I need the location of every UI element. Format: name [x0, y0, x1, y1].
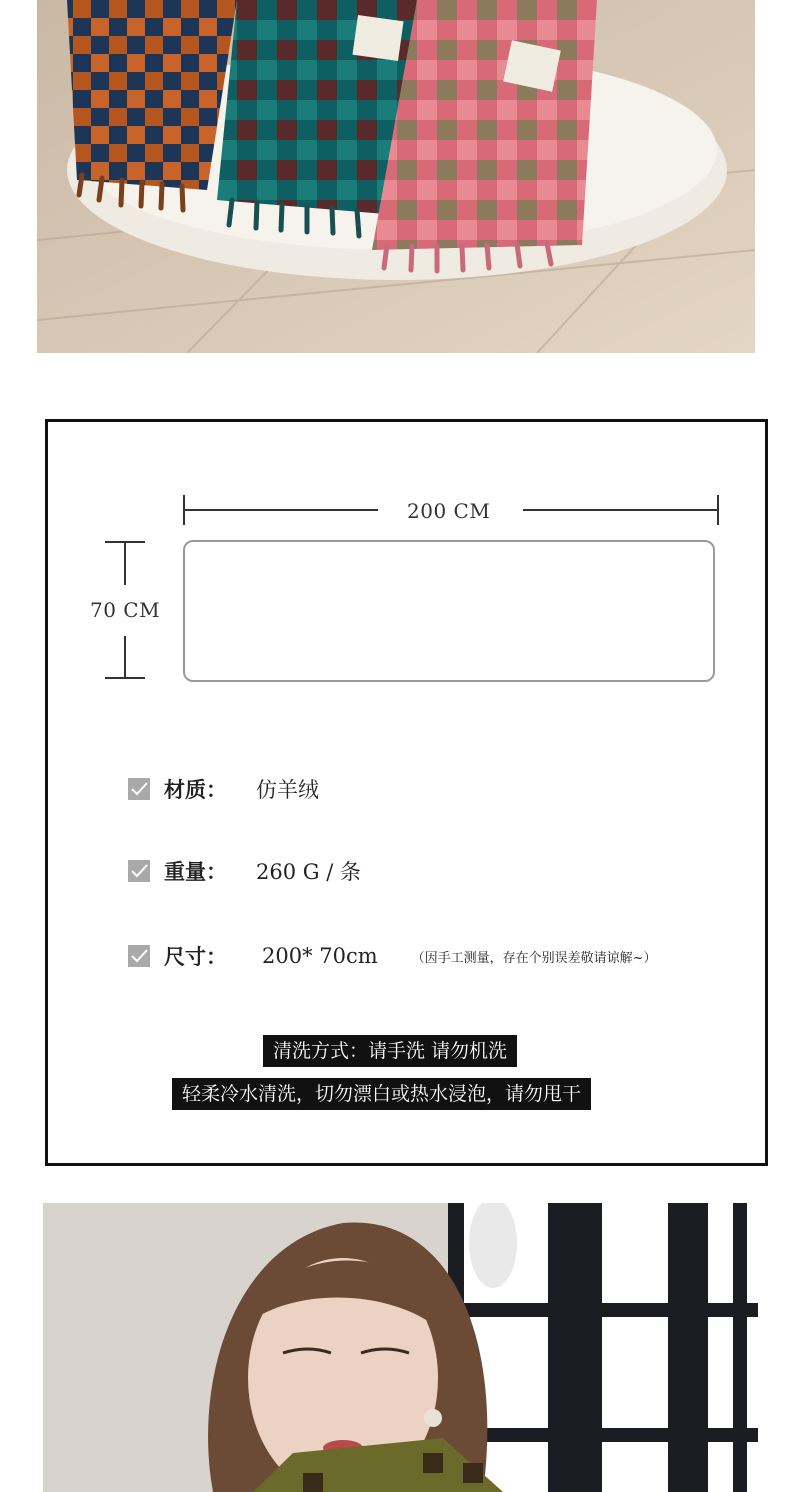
height-tick-bottom: [105, 677, 145, 679]
product-photo-scarves: [37, 0, 755, 353]
spec-row-weight: [128, 855, 361, 887]
spec-row-material: [128, 773, 319, 805]
scarves-image: [37, 0, 755, 353]
size-note: （因手工测量，存在个别误差敬请谅解~）: [411, 950, 657, 966]
width-line-left: [183, 509, 378, 511]
weight-label: 重量：: [164, 860, 227, 884]
spec-card: [45, 419, 768, 1166]
model-image: [43, 1203, 758, 1492]
check-icon: [128, 945, 150, 967]
width-label: 200 CM: [407, 499, 491, 523]
spec-row-size: [128, 940, 657, 972]
model-photo: [43, 1203, 758, 1492]
width-tick-right: [717, 495, 719, 525]
height-label: 70 CM: [90, 598, 161, 622]
check-icon: [128, 860, 150, 882]
weight-value: 260 G / 条: [256, 860, 361, 884]
check-icon: [128, 778, 150, 800]
height-line-bottom: [124, 636, 126, 678]
width-line-right: [523, 509, 718, 511]
wash-instructions-line2: 轻柔冷水清洗，切勿漂白或热水浸泡，请勿甩干: [172, 1078, 591, 1110]
size-value: 200* 70cm: [262, 944, 378, 968]
size-label: 尺寸：: [164, 945, 227, 969]
scarf-outline: [183, 540, 715, 682]
height-line-top: [124, 541, 126, 585]
width-tick-left: [183, 495, 185, 525]
material-label: 材质：: [164, 778, 227, 802]
material-value: 仿羊绒: [256, 778, 319, 802]
wash-instructions-line1: 清洗方式：请手洗 请勿机洗: [263, 1035, 517, 1067]
